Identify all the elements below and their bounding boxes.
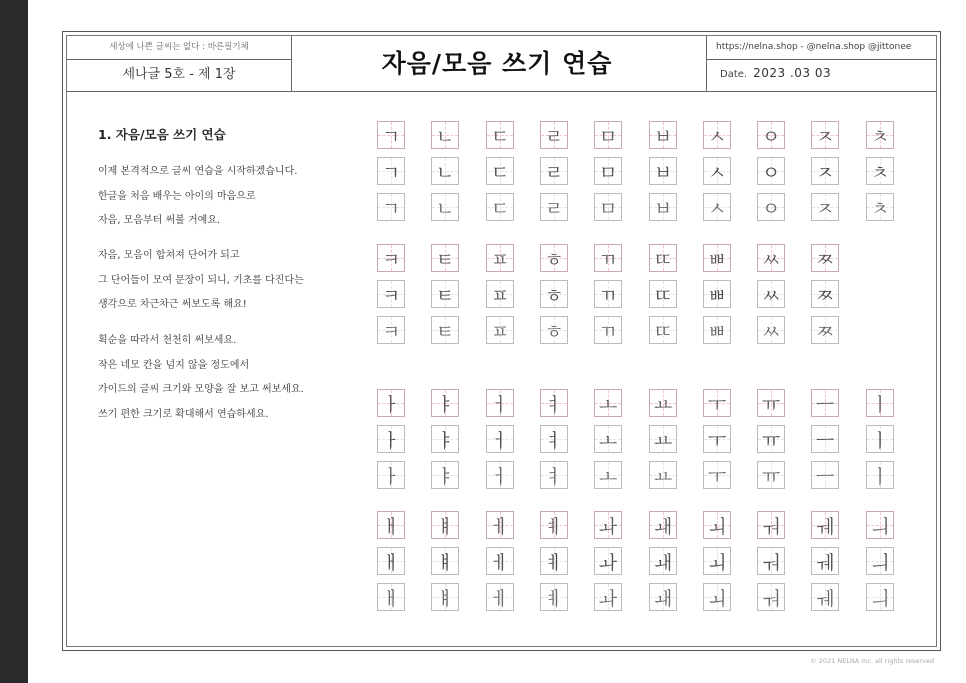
copyright: © 2021 NELNA Inc. all rights reserved [810,657,934,665]
practice-char: ㅈ [815,197,835,220]
practice-cell [486,461,514,489]
practice-cell [649,157,677,185]
guide-cell [431,389,459,417]
guide-cell [431,511,459,539]
practice-char: ㅓ [490,429,510,452]
guide-cell [649,511,677,539]
practice-cell [703,461,731,489]
practice-char: ㅢ [870,551,890,574]
practice-cell [594,280,622,308]
issue-label: 세나글 5호 - 제 1장 [122,67,236,82]
practice-cell [486,547,514,575]
practice-char: ㅛ [653,429,673,452]
practice-cell [431,583,459,611]
practice-char: ㄴ [435,125,455,148]
practice-char: ㅆ [761,248,781,271]
paragraph-line: 작은 네모 칸을 넘지 않을 정도에서 [98,359,250,371]
practice-char: ㅊ [870,197,890,220]
practice-char: ㅈ [815,161,835,184]
practice-cell [486,193,514,221]
practice-cell [377,583,405,611]
practice-cell [431,461,459,489]
practice-char: ㅒ [435,551,455,574]
practice-char: ㅛ [653,465,673,488]
guide-cell [486,511,514,539]
practice-char: ㅣ [870,393,890,416]
practice-char: ㄸ [653,284,673,307]
practice-char: ㅞ [815,587,835,610]
practice-char: ㅃ [707,320,727,343]
guide-cell [540,511,568,539]
practice-char: ㅙ [653,515,673,538]
guide-cell [703,511,731,539]
paragraph-line: 자음, 모음이 합쳐져 단어가 되고 [98,250,240,261]
practice-cell [703,547,731,575]
practice-cell [649,193,677,221]
paragraph-line: 생각으로 차근차근 써보도록 해요! [98,299,247,310]
practice-cell [866,425,894,453]
paragraph-line: 자음, 모음부터 써볼 거예요. [98,215,221,226]
paragraph-line: 이제 본격적으로 글씨 연습을 시작하겠습니다. [98,166,298,177]
practice-cell [486,280,514,308]
practice-char: ㅔ [490,515,510,538]
practice-char: ㅗ [598,393,618,416]
practice-char: ㅝ [761,551,781,574]
practice-cell [486,157,514,185]
practice-char: ㅗ [598,429,618,452]
paragraph-3 [98,329,304,427]
guide-cell [757,389,785,417]
practice-cell [811,583,839,611]
practice-char: ㅐ [381,587,401,610]
practice-char: ㅉ [815,284,835,307]
practice-char: ㅍ [490,248,510,271]
practice-char: ㅊ [870,161,890,184]
guide-cell [431,121,459,149]
guide-cell [649,121,677,149]
practice-char: ㅋ [381,320,401,343]
practice-char: ㅂ [653,161,673,184]
practice-cell [757,157,785,185]
practice-char: ㅌ [435,248,455,271]
left-sidebar [0,0,28,683]
practice-char: ㄱ [381,161,401,184]
paragraph-line: 그 단어들이 모여 문장이 되니, 기초를 다진다는 [98,274,304,286]
practice-cell [649,425,677,453]
practice-cell [757,461,785,489]
guide-cell [594,511,622,539]
practice-cell [703,425,731,453]
practice-cell [594,425,622,453]
guide-cell [540,121,568,149]
paragraph-1 [98,160,297,234]
practice-cell [377,280,405,308]
guide-cell [377,244,405,272]
practice-char: ㅐ [381,551,401,574]
guide-cell [703,121,731,149]
practice-char: ㅏ [381,465,401,488]
practice-cell [540,583,568,611]
guide-cell [377,121,405,149]
practice-char: ㅃ [707,284,727,307]
guide-cell [486,244,514,272]
practice-cell [649,547,677,575]
date-field [720,66,831,80]
guide-cell [594,244,622,272]
practice-cell [757,425,785,453]
practice-char: ㅁ [598,197,618,220]
practice-char: ㅁ [598,125,618,148]
practice-char: ㅚ [707,587,727,610]
practice-char: ㅂ [653,197,673,220]
paragraph-line: 획순을 따라서 천천히 써보세요. [98,335,237,346]
header-right-divider [706,59,937,60]
practice-cell [811,425,839,453]
practice-char: ㄲ [598,320,618,343]
practice-cell [594,547,622,575]
practice-cell [540,280,568,308]
paragraph-line: 쓰기 편한 크기로 확대해서 연습하세요. [98,408,269,420]
guide-cell [703,389,731,417]
practice-char: ㄸ [653,320,673,343]
practice-char: ㅕ [544,465,564,488]
practice-cell [757,193,785,221]
paragraph-line: 가이드의 글씨 크기와 모양을 잘 보고 써보세요. [98,384,304,395]
practice-char: ㅔ [490,587,510,610]
practice-char: ㅞ [815,515,835,538]
practice-char: ㅗ [598,465,618,488]
practice-char: ㅅ [707,161,727,184]
practice-char: ㄷ [490,161,510,184]
practice-cell [811,547,839,575]
practice-char: ㅒ [435,515,455,538]
practice-char: ㅖ [544,587,564,610]
practice-char: ㅜ [707,465,727,488]
practice-cell [649,316,677,344]
practice-char: ㄱ [381,197,401,220]
practice-char: ㅘ [598,515,618,538]
practice-char: ㅐ [381,515,401,538]
guide-cell [811,511,839,539]
practice-char: ㅓ [490,393,510,416]
guide-cell [703,244,731,272]
practice-char: ㅖ [544,551,564,574]
guide-cell [594,121,622,149]
practice-cell [540,193,568,221]
practice-char: ㅝ [761,587,781,610]
practice-cell [377,425,405,453]
guide-cell [811,389,839,417]
practice-cell [703,193,731,221]
practice-cell [703,280,731,308]
practice-char: ㅊ [870,125,890,148]
guide-cell [757,511,785,539]
practice-char: ㅑ [435,465,455,488]
guide-cell [811,121,839,149]
practice-cell [866,461,894,489]
practice-cell [811,316,839,344]
practice-cell [866,193,894,221]
guide-cell [486,121,514,149]
practice-char: ㄷ [490,125,510,148]
practice-char: ㅞ [815,551,835,574]
guide-cell [540,389,568,417]
practice-cell [377,547,405,575]
practice-char: ㅠ [761,429,781,452]
practice-char: ㅂ [653,125,673,148]
practice-char: ㅕ [544,429,564,452]
practice-char: ㅡ [815,465,835,488]
practice-cell [811,157,839,185]
practice-char: ㅙ [653,587,673,610]
practice-char: ㄴ [435,197,455,220]
practice-cell [540,547,568,575]
practice-char: ㅣ [870,465,890,488]
practice-cell [540,425,568,453]
practice-cell [486,425,514,453]
page-title: 자음/모음 쓰기 연습 [381,49,613,78]
practice-char: ㅅ [707,125,727,148]
practice-char: ㄸ [653,248,673,271]
practice-cell [540,316,568,344]
guide-cell [757,121,785,149]
practice-char: ㅎ [544,320,564,343]
practice-cell [594,583,622,611]
practice-cell [757,583,785,611]
practice-char: ㄹ [544,161,564,184]
guide-cell [649,244,677,272]
practice-cell [377,461,405,489]
practice-cell [594,157,622,185]
date-label: Date. [720,69,748,80]
practice-char: ㅒ [435,587,455,610]
practice-char: ㅔ [490,551,510,574]
practice-char: ㅡ [815,393,835,416]
practice-char: ㅢ [870,587,890,610]
practice-cell [377,157,405,185]
guide-cell [866,389,894,417]
header-left-divider [66,59,292,60]
practice-char: ㅃ [707,248,727,271]
practice-cell [757,280,785,308]
practice-cell [649,461,677,489]
practice-char: ㅆ [761,284,781,307]
practice-char: ㅎ [544,248,564,271]
practice-cell [649,583,677,611]
practice-char: ㅍ [490,320,510,343]
practice-char: ㅏ [381,429,401,452]
practice-cell [866,583,894,611]
practice-cell [540,461,568,489]
practice-char: ㄴ [435,161,455,184]
practice-cell [431,547,459,575]
practice-cell [811,280,839,308]
practice-char: ㄹ [544,125,564,148]
practice-cell [757,547,785,575]
practice-char: ㅘ [598,587,618,610]
practice-char: ㅏ [381,393,401,416]
guide-cell [540,244,568,272]
practice-cell [486,316,514,344]
practice-char: ㅇ [761,125,781,148]
practice-cell [811,193,839,221]
practice-cell [377,193,405,221]
practice-char: ㅑ [435,393,455,416]
practice-cell [431,316,459,344]
practice-char: ㄲ [598,284,618,307]
practice-cell [431,280,459,308]
practice-char: ㅓ [490,465,510,488]
practice-cell [594,461,622,489]
guide-cell [377,511,405,539]
links-text: https://nelna.shop - @nelna.shop @jittonee [716,42,912,52]
practice-char: ㅛ [653,393,673,416]
guide-cell [594,389,622,417]
practice-char: ㅝ [761,515,781,538]
practice-char: ㅋ [381,248,401,271]
practice-char: ㅣ [870,429,890,452]
practice-cell [703,583,731,611]
practice-char: ㅙ [653,551,673,574]
practice-char: ㅋ [381,284,401,307]
practice-char: ㅇ [761,197,781,220]
guide-cell [649,389,677,417]
practice-cell [703,157,731,185]
practice-cell [866,547,894,575]
practice-cell [703,316,731,344]
practice-char: ㅈ [815,125,835,148]
practice-cell [431,193,459,221]
practice-char: ㅠ [761,465,781,488]
guide-cell [486,389,514,417]
practice-char: ㅠ [761,393,781,416]
practice-cell [866,157,894,185]
guide-cell [811,244,839,272]
header-right-vline [706,35,707,92]
practice-cell [486,583,514,611]
practice-char: ㅖ [544,515,564,538]
practice-char: ㅘ [598,551,618,574]
practice-char: ㅚ [707,551,727,574]
practice-cell [757,316,785,344]
practice-cell [431,425,459,453]
practice-char: ㅡ [815,429,835,452]
practice-char: ㄱ [381,125,401,148]
date-value: 2023 .03 03 [753,66,832,80]
practice-cell [377,316,405,344]
practice-char: ㅜ [707,429,727,452]
practice-cell [594,316,622,344]
practice-char: ㅚ [707,515,727,538]
practice-char: ㅇ [761,161,781,184]
paragraph-2 [98,244,304,318]
guide-cell [377,389,405,417]
practice-cell [649,280,677,308]
practice-char: ㅢ [870,515,890,538]
practice-char: ㅕ [544,393,564,416]
practice-char: ㅎ [544,284,564,307]
practice-char: ㄹ [544,197,564,220]
practice-char: ㅅ [707,197,727,220]
slogan: 세상에 나쁜 글씨는 없다 : 바른필기체 [109,42,249,52]
practice-char: ㅉ [815,320,835,343]
guide-cell [757,244,785,272]
guide-cell [866,511,894,539]
practice-char: ㅌ [435,320,455,343]
guide-cell [431,244,459,272]
practice-cell [431,157,459,185]
header-divider [66,91,937,92]
practice-char: ㅑ [435,429,455,452]
guide-cell [866,121,894,149]
practice-char: ㄷ [490,197,510,220]
practice-char: ㅆ [761,320,781,343]
practice-cell [594,193,622,221]
practice-char: ㅍ [490,284,510,307]
section-title: 1. 자음/모음 쓰기 연습 [98,127,226,142]
paragraph-line: 한글을 처음 배우는 아이의 마음으로 [98,190,256,202]
practice-char: ㅜ [707,393,727,416]
practice-char: ㄲ [598,248,618,271]
practice-char: ㅁ [598,161,618,184]
practice-char: ㅉ [815,248,835,271]
practice-cell [540,157,568,185]
practice-cell [811,461,839,489]
practice-char: ㅌ [435,284,455,307]
